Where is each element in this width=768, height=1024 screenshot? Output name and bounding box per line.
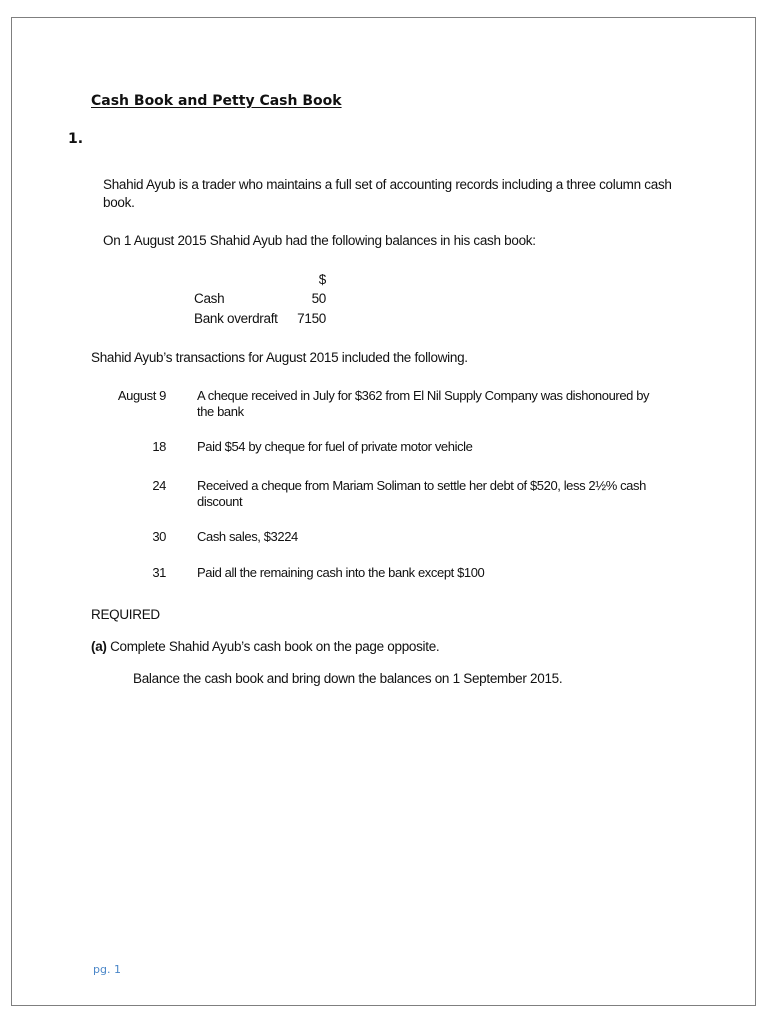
balance-value: 50 <box>311 291 326 306</box>
transaction-date: 24 <box>152 478 166 493</box>
balance-value: 7150 <box>297 311 326 326</box>
transaction-description: Cash sales, $3224 <box>197 529 298 544</box>
transaction-description: Paid $54 by cheque for fuel of private motor vehicle <box>197 439 473 454</box>
transaction-date: 31 <box>152 565 166 580</box>
document-title: Cash Book and Petty Cash Book <box>91 93 342 109</box>
document-page <box>11 17 756 1006</box>
part-a-subtext: Balance the cash book and bring down the balances on 1 September 2015. <box>133 671 563 686</box>
balances-intro: On 1 August 2015 Shahid Ayub had the following balances in his cash book: <box>103 233 536 248</box>
part-a-text: Complete Shahid Ayub’s cash book on the page opposite. <box>110 639 440 654</box>
required-heading: REQUIRED <box>91 607 160 622</box>
part-a-question <box>91 639 439 654</box>
intro-paragraph: Shahid Ayub is a trader who maintains a full set of accounting records including a three column cash book. <box>103 177 672 210</box>
transactions-intro: Shahid Ayub’s transactions for August 2015 included the following. <box>91 350 468 365</box>
part-a-label: (a) <box>91 639 107 654</box>
transaction-description: Received a cheque from Mariam Soliman to settle her debt of $520, less 2½% cash discount <box>197 478 646 509</box>
question-number: 1. <box>68 131 84 147</box>
transaction-description: A cheque received in July for $362 from El Nil Supply Company was dishonoured by the bank <box>197 388 650 419</box>
balance-label: Cash <box>194 291 225 306</box>
page-number: pg. 1 <box>93 963 121 976</box>
transaction-description: Paid all the remaining cash into the bank except $100 <box>197 565 485 580</box>
transaction-date: 18 <box>152 439 166 454</box>
transaction-date: August 9 <box>117 388 166 403</box>
balance-label: Bank overdraft <box>194 311 278 326</box>
transaction-date: 30 <box>152 529 166 544</box>
currency-header: $ <box>318 272 326 287</box>
